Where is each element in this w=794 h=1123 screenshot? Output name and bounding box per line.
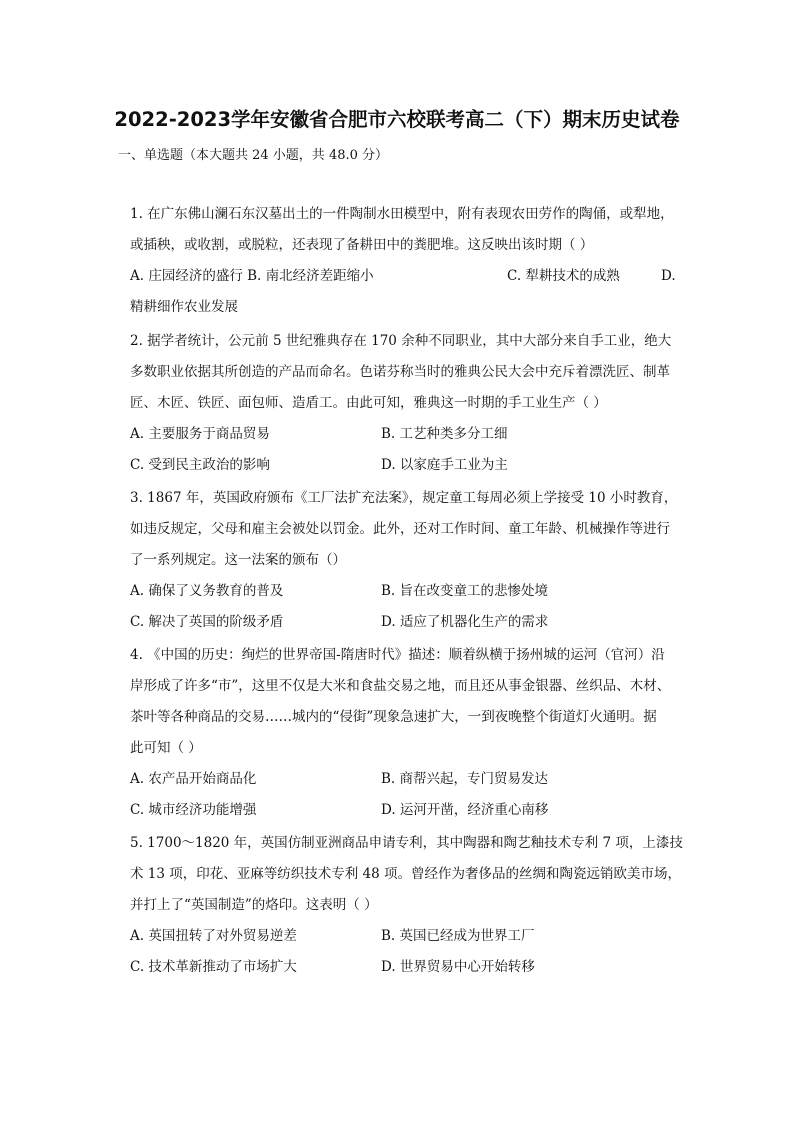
q1-option-d-label: D. [661, 268, 676, 284]
q3-line-1: 3. 1867 年，英国政府颁布《工厂法扩充法案》，规定童工每周必须上学接受 10 小时教育， [130, 490, 678, 506]
q3-line-2: 如违反规定，父母和雇主会被处以罚金。此外，还对工作时间、童工年龄、机械操作等进行 [130, 521, 670, 537]
page-title: 2022-2023学年安徽省合肥市六校联考高二（下）期末历史试卷 [114, 108, 680, 131]
q2-option-b: B. 工艺种类多分工细 [381, 426, 508, 442]
q1-line-1: 1. 在广东佛山澜石东汉墓出土的一件陶制水田模型中，附有表现农田劳作的陶俑，或犁地， [130, 206, 674, 222]
q4-option-b: B. 商帮兴起，专门贸易发达 [381, 771, 549, 787]
q3-option-d: D. 适应了机器化生产的需求 [381, 614, 549, 630]
q5-option-a: A. 英国扭转了对外贸易逆差 [130, 928, 297, 944]
q2-option-d: D. 以家庭手工业为主 [381, 457, 508, 473]
q4-line-4: 此可知（ ） [130, 740, 202, 756]
q5-line-2: 术 13 项，印花、亚麻等纺织技术专利 48 项。曾经作为奢侈品的丝绸和陶瓷远销欧美市场， [130, 866, 682, 882]
q3-line-3: 了一系列规定。这一法案的颁布（） [130, 552, 346, 568]
q4-option-a: A. 农产品开始商品化 [130, 771, 257, 787]
q3-option-b: B. 旨在改变童工的悲惨处境 [381, 583, 549, 599]
q5-option-d: D. 世界贸易中心开始转移 [381, 959, 535, 975]
q2-line-3: 匠、木匠、铁匠、面包师、造盾工。由此可知，雅典这一时期的手工业生产（ ） [130, 395, 607, 411]
q1-option-ab: A. 庄园经济的盛行 B. 南北经济差距缩小 [130, 268, 374, 284]
q3-option-c: C. 解决了英国的阶级矛盾 [130, 614, 284, 630]
q1-line-2: 或插秧，或收割，或脱粒，还表现了备耕田中的粪肥堆。这反映出该时期（ ） [130, 237, 594, 253]
q2-line-1: 2. 据学者统计，公元前 5 世纪雅典存在 170 余种不同职业，其中大部分来自手工业，绝大 [130, 333, 672, 349]
q1-option-d-text: 精耕细作农业发展 [130, 299, 238, 315]
q3-option-a: A. 确保了义务教育的普及 [130, 583, 284, 599]
q4-option-d: D. 运河开凿，经济重心南移 [381, 802, 549, 818]
q5-option-c: C. 技术革新推动了市场扩大 [130, 959, 297, 975]
q4-line-2: 岸形成了许多“市”，这里不仅是大米和食盐交易之地，而且还从事金银器、丝织品、木材、 [130, 678, 671, 694]
q5-line-1: 5. 1700～1820 年，英国仿制亚洲商品申请专利，其中陶器和陶艺釉技术专利 7 项，上漆技 [130, 835, 683, 851]
q4-option-c: C. 城市经济功能增强 [130, 802, 257, 818]
q2-option-a: A. 主要服务于商品贸易 [130, 426, 270, 442]
q4-line-3: 茶叶等各种商品的交易……城内的“侵街”现象急速扩大，一到夜晚整个街道灯火通明。据 [130, 709, 657, 725]
q5-line-3: 并打上了“英国制造”的烙印。这表明（ ） [130, 897, 378, 913]
q5-option-b: B. 英国已经成为世界工厂 [381, 928, 535, 944]
q2-option-c: C. 受到民主政治的影响 [130, 457, 270, 473]
q4-line-1: 4. 《中国的历史：绚烂的世界帝国-隋唐时代》描述：顺着纵横于扬州城的运河（官河）沿 [130, 647, 665, 663]
q2-line-2: 多数职业依据其所创造的产品而命名。色诺芬称当时的雅典公民大会中充斥着漂洗匠、制革 [130, 364, 670, 380]
q1-option-c: C. 犁耕技术的成熟 [507, 268, 620, 284]
section-heading: 一、单选题（本大题共 24 小题，共 48.0 分） [118, 148, 389, 163]
